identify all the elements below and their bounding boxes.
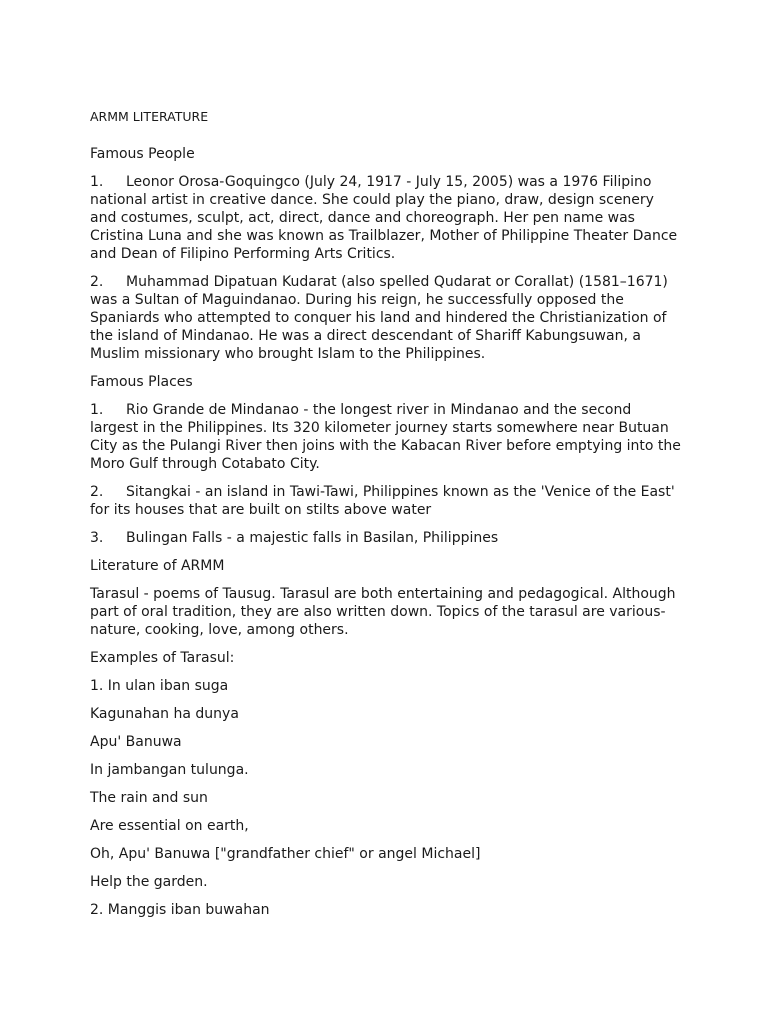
poem-line: Kagunahan ha dunya — [90, 706, 239, 722]
list-number: 1. — [90, 174, 104, 190]
list-item — [90, 529, 682, 547]
list-number: 3. — [90, 530, 104, 546]
list-text: Rio Grande de Mindanao - the longest river in Mindanao and the second largest in the Philippines. Its 320 kilometer journey starts somewhere near Butuan City as the Pulangi River then joins with the Kabacan River before emptying into the Moro Gulf through Cotabato City. — [90, 402, 681, 472]
poem-line: In jambangan tulunga. — [90, 762, 249, 778]
famous-people-heading: Famous People — [90, 146, 195, 162]
list-text: Muhammad Dipatuan Kudarat (also spelled Qudarat or Corallat) (1581–1671) was a Sultan of Maguindanao. During his reign, he successfully opposed the Spaniards who attempted to conquer his land and hindered the Christianization of the island of Mindanao. He was a direct descendant of Shariff Kabungsuwan, a Muslim missionary who brought Islam to the Philippines. — [90, 274, 668, 362]
literature-heading: Literature of ARMM — [90, 558, 225, 574]
famous-places-heading: Famous Places — [90, 374, 193, 390]
poem-line: 2. Manggis iban buwahan — [90, 902, 270, 918]
poem-line: Oh, Apu' Banuwa ["grandfather chief" or angel Michael] — [90, 846, 481, 862]
document-page — [90, 108, 682, 929]
list-item — [90, 401, 682, 473]
list-text: Leonor Orosa-Goquingco (July 24, 1917 - July 15, 2005) was a 1976 Filipino national artist in creative dance. She could play the piano, draw, design scenery and costumes, sculpt, act, direct, dance and choreograph. Her pen name was Cristina Luna and she was known as Trailblazer, Mother of Philippine Theater Dance and Dean of Filipino Performing Arts Critics. — [90, 174, 678, 262]
poem-line: The rain and sun — [90, 790, 208, 806]
list-number: 2. — [90, 274, 104, 290]
poem-line: Apu' Banuwa — [90, 734, 182, 750]
list-item — [90, 483, 682, 519]
list-text: Sitangkai - an island in Tawi-Tawi, Philippines known as the 'Venice of the East' for its houses that are built on stilts above water — [90, 484, 675, 518]
examples-heading: Examples of Tarasul: — [90, 650, 235, 666]
poem-line: Help the garden. — [90, 874, 208, 890]
poem-line: 1. In ulan iban suga — [90, 678, 229, 694]
list-item — [90, 273, 682, 363]
list-number: 1. — [90, 402, 104, 418]
list-item — [90, 173, 682, 263]
list-number: 2. — [90, 484, 104, 500]
poem-line: Are essential on earth, — [90, 818, 249, 834]
tarasul-paragraph: Tarasul - poems of Tausug. Tarasul are both entertaining and pedagogical. Although part of oral tradition, they are also written down. Topics of the tarasul are various- nature, cooking, love, among others. — [90, 586, 676, 638]
list-text: Bulingan Falls - a majestic falls in Basilan, Philippines — [126, 530, 499, 546]
document-title: ARMM LITERATURE — [90, 109, 209, 124]
